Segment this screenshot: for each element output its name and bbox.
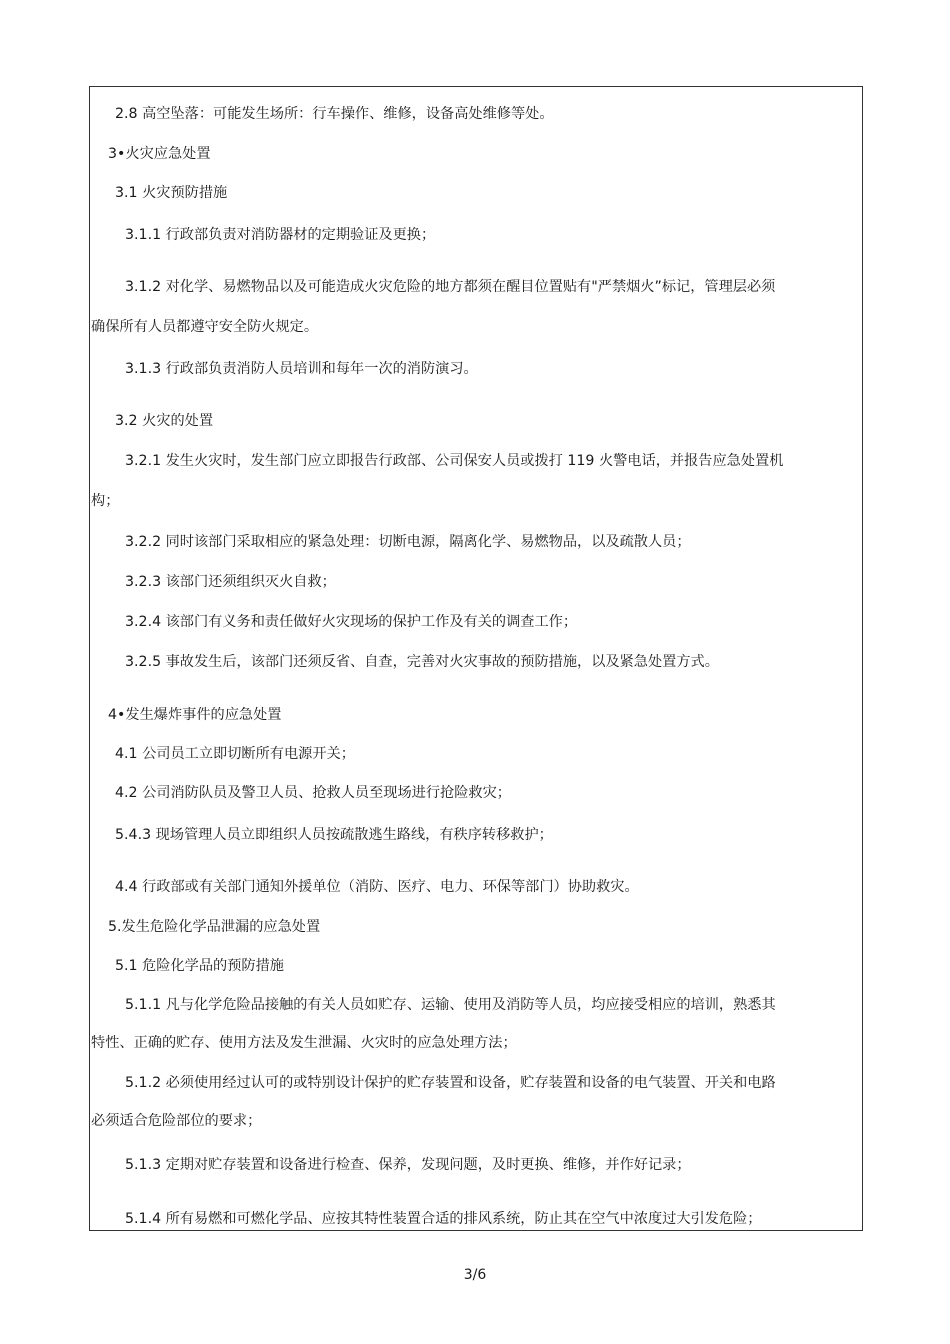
line-3-1-3: 3.1.3 行政部负责消防人员培训和每年一次的消防演习。 — [125, 361, 478, 377]
line-4-2: 4.2 公司消防队员及警卫人员、抢救人员至现场进行抢险救灾； — [115, 785, 511, 801]
line-2-8: 2.8 高空坠落：可能发生场所：行车操作、维修，设备高处维修等处。 — [115, 106, 554, 122]
line-3-2-1: 3.2.1 发生火灾时，发生部门应立即报告行政部、公司保安人员或拨打 119 火警电话，并报告应急处置机 — [125, 453, 784, 469]
line-3-1-1: 3.1.1 行政部负责对消防器材的定期验证及更换； — [125, 227, 436, 243]
line-5-1-4: 5.1.4 所有易燃和可燃化学品、应按其特性装置合适的排风系统，防止其在空气中浓度过大引发危险； — [125, 1211, 762, 1227]
line-3-1-2: 3.1.2 对化学、易燃物品以及可能造成火灾危险的地方都须在醒目位置贴有"严禁烟火”标记，管理层必须 — [125, 279, 776, 295]
line-5-1-3: 5.1.3 定期对贮存装置和设备进行检查、保养，发现问题，及时更换、维修，并作好记录； — [125, 1157, 691, 1173]
line-3-1-2-cont: 确保所有人员都遵守安全防火规定。 — [91, 319, 319, 335]
line-5-1-1: 5.1.1 凡与化学危险品接触的有关人员如贮存、运输、使用及消防等人员，均应接受相应的培训，熟悉其 — [125, 997, 776, 1013]
line-3-2-1-cont: 构； — [91, 493, 120, 509]
heading-5-1: 5.1 危险化学品的预防措施 — [115, 958, 284, 974]
line-5-1-1-cont: 特性、正确的贮存、使用方法及发生泄漏、火灾时的应急处理方法； — [91, 1035, 517, 1051]
line-5-4-3: 5.4.3 现场管理人员立即组织人员按疏散逃生路线，有秩序转移救护； — [115, 827, 553, 843]
page-number: 3/6 — [463, 1267, 487, 1283]
line-3-2-2: 3.2.2 同时该部门采取相应的紧急处理：切断电源，隔离化学、易燃物品，以及疏散人员； — [125, 534, 691, 550]
line-3-2-3: 3.2.3 该部门还须组织灭火自救； — [125, 574, 336, 590]
line-4-4: 4.4 行政部或有关部门通知外援单位（消防、医疗、电力、环保等部门）协助救灾。 — [115, 879, 639, 895]
line-3-2-4: 3.2.4 该部门有义务和责任做好火灾现场的保护工作及有关的调查工作； — [125, 614, 578, 630]
heading-3-1: 3.1 火灾预防措施 — [115, 185, 228, 201]
heading-3: 3•火灾应急处置 — [108, 146, 211, 162]
line-5-1-2: 5.1.2 必须使用经过认可的或特别设计保护的贮存装置和设备，贮存装置和设备的电气装置、开关和电路 — [125, 1075, 776, 1091]
line-5-1-2-cont: 必须适合危险部位的要求； — [91, 1113, 262, 1129]
heading-3-2: 3.2 火灾的处置 — [115, 413, 214, 429]
heading-4: 4•发生爆炸事件的应急处置 — [108, 707, 282, 723]
line-4-1: 4.1 公司员工立即切断所有电源开关； — [115, 746, 355, 762]
heading-5: 5.发生危险化学品泄漏的应急处置 — [108, 919, 321, 935]
line-3-2-5: 3.2.5 事故发生后，该部门还须反省、自查，完善对火灾事故的预防措施，以及紧急处置方式。 — [125, 654, 719, 670]
